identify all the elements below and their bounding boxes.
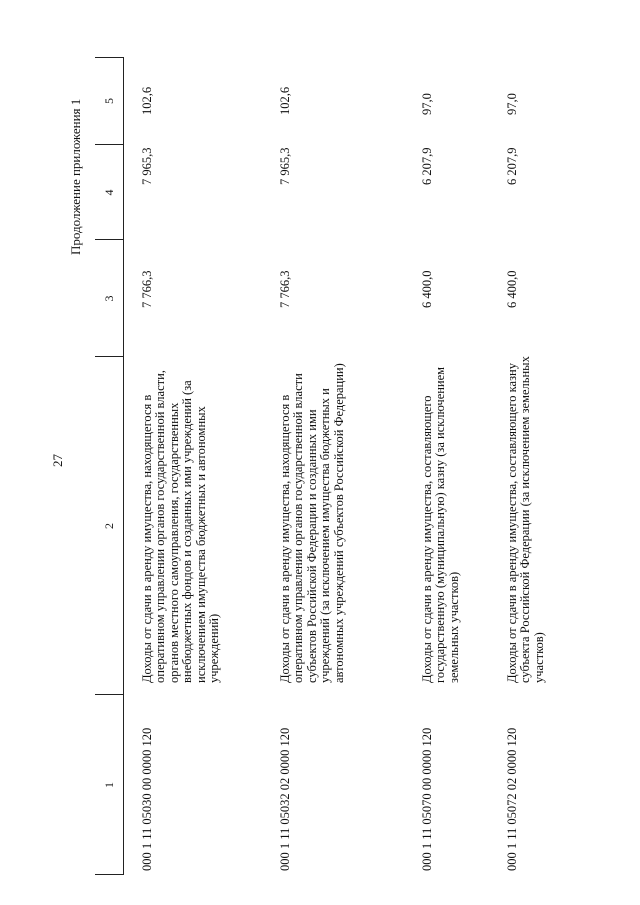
header-note: Продолжение приложения 1 — [68, 98, 83, 255]
row-description: Доходы от сдачи в аренду имущества, находящегося в оперативном управлении органов государственной власти, органов местного самоуправления, государственных внебюджетных фондов и созданных ими учреждений (за исключением имущества бюджетных и автономных учреждений) — [140, 370, 222, 683]
column-divider — [95, 57, 123, 58]
column-header-4: 4 — [102, 189, 116, 196]
row-value-5: 97,0 — [420, 93, 434, 115]
table-header-row — [95, 57, 124, 875]
row-value-5: 97,0 — [505, 93, 519, 115]
row-value-3: 7 766,3 — [278, 270, 292, 308]
column-header-1: 1 — [102, 782, 116, 788]
row-value-4: 7 965,3 — [278, 147, 292, 185]
row-value-3: 6 400,0 — [505, 270, 519, 308]
row-code: 000 1 11 05072 02 0000 120 — [505, 727, 519, 871]
row-description: Доходы от сдачи в аренду имущества, находящегося в оперативном управлении органов государственной власти субъектов Российской Федерации и созданных ими учреждений (за исключением имущества бюджетных и автономных учреждений субъектов Российской Федерации) — [278, 363, 346, 683]
row-value-3: 7 766,3 — [140, 270, 154, 308]
row-value-4: 6 207,9 — [420, 147, 434, 185]
row-value-5: 102,6 — [278, 86, 292, 115]
row-value-4: 6 207,9 — [505, 147, 519, 185]
row-value-5: 102,6 — [140, 86, 154, 115]
revenue-table — [95, 57, 565, 875]
column-header-3: 3 — [102, 295, 116, 302]
row-description: Доходы от сдачи в аренду имущества, составляющего государственную (муниципальную) казну (за исключением земельных участков) — [420, 366, 461, 683]
row-code: 000 1 11 05030 00 0000 120 — [140, 727, 154, 871]
column-header-5: 5 — [102, 98, 116, 104]
row-code: 000 1 11 05032 02 0000 120 — [278, 727, 292, 871]
row-description: Доходы от сдачи в аренду имущества, составляющего казну субъекта Российской Федерации (за исключением земельных участков) — [505, 356, 546, 683]
column-header-2: 2 — [102, 523, 116, 529]
row-value-4: 7 965,3 — [140, 147, 154, 185]
row-value-3: 6 400,0 — [420, 270, 434, 308]
row-code: 000 1 11 05070 00 0000 120 — [420, 727, 434, 871]
page-number: 27 — [50, 454, 65, 467]
